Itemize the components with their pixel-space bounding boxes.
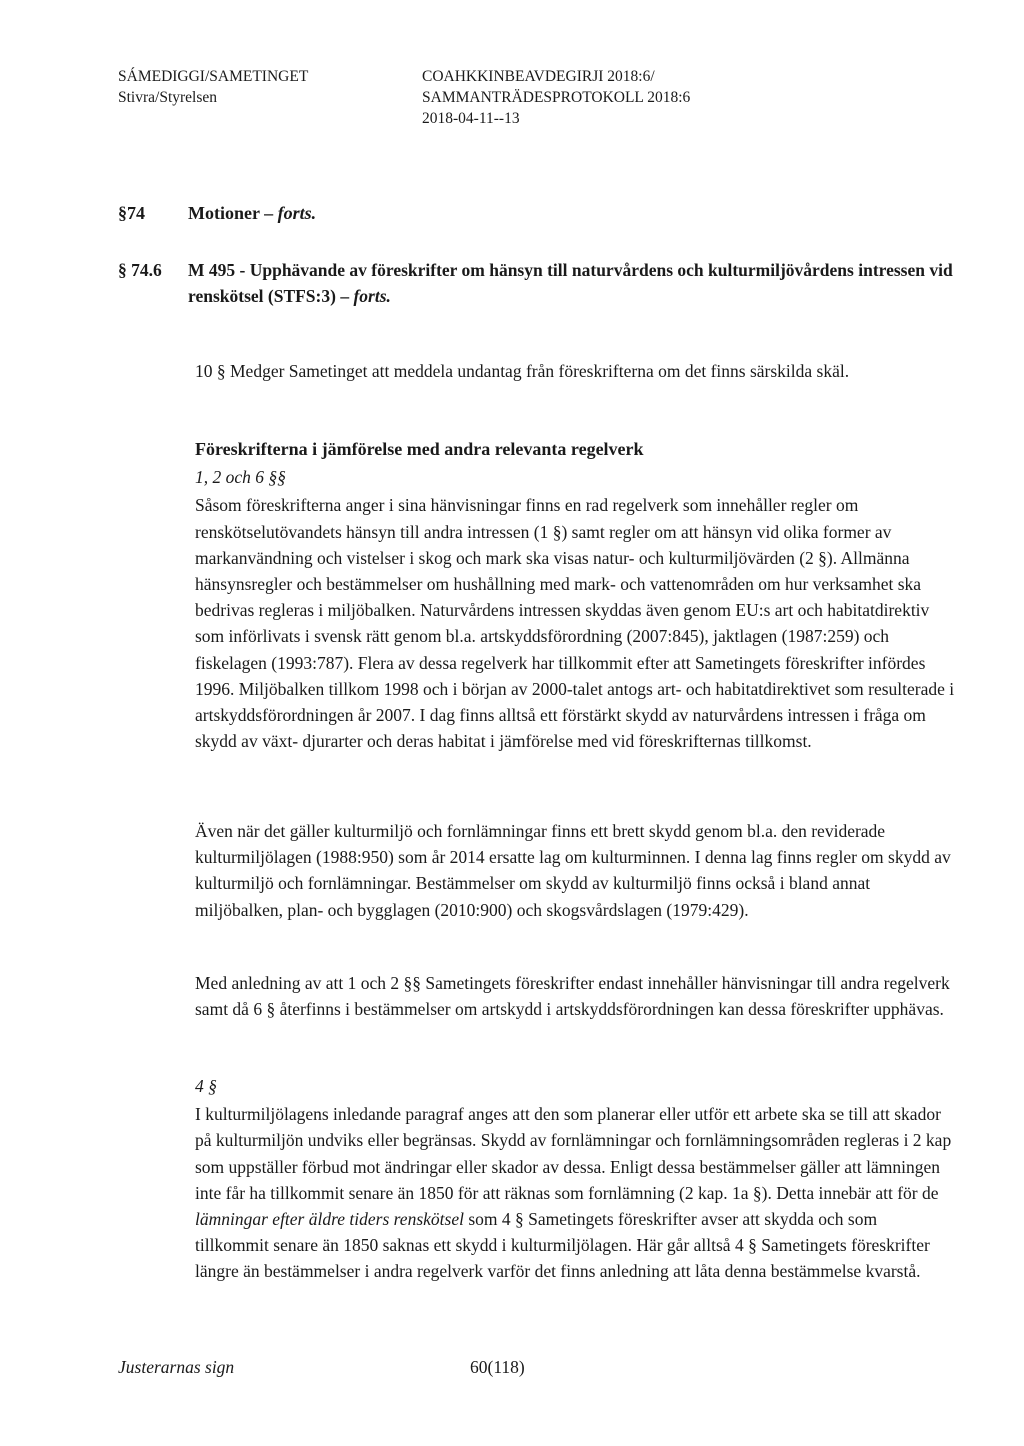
org-board: Stivra/Styrelsen: [118, 89, 218, 106]
comparison-block: [195, 436, 955, 754]
section-number: §74: [118, 203, 145, 223]
comparison-ref: 1, 2 och 6 §§: [195, 467, 286, 488]
comparison-paragraph-3: Med anledning av att 1 och 2 §§ Sametingets föreskrifter endast innehåller hänvisningar till andra regelverk samt då 6 § återfinns i bestämmelser om artskydd i artskyddsförordningen kan dessa föreskrifter upphävas.: [195, 973, 950, 1020]
section-title-forts: forts.: [277, 203, 317, 223]
subsection-heading: [118, 257, 968, 309]
section-4-text-part1: I kulturmiljölagens inledande paragraf anges att den som planerar eller utför ett arbete ska se till att skador på kulturmiljön undviks eller begränsas. Skydd av fornlämningar och fornlämningsområden regleras i 2 kap som uppställer förbud mot ändringar eller skador av dessa. Enligt dessa bestämmelser gäller att lämningen inte får ha tillkommit senare än 1850 för att räknas som fornlämning (2 kap. 1a §). Detta innebär att för de: [195, 1104, 952, 1203]
subsection-title-wrap: [188, 257, 968, 309]
section-4-paragraph: [195, 1101, 955, 1284]
section-heading: [118, 203, 316, 224]
paragraph-10-text: 10 § Medger Sametinget att meddela undantag från föreskrifterna om det finns särskilda skäl.: [195, 361, 850, 381]
doc-protocol-swedish: SAMMANTRÄDESPROTOKOLL 2018:6: [422, 89, 691, 106]
doc-date: 2018-04-11--13: [422, 110, 520, 127]
section-4-text-part2: som 4 § Sametingets föreskrifter avser att skydda och som tillkommit senare än 1850 saknas ett skydd i kulturmiljölagen. Här går alltså 4 § Sametingets föreskrifter längre än bestämmelser i andra regelverk varför det finns anledning att låta denna bestämmelse kvarstå.: [195, 1209, 930, 1282]
subsection-title: M 495 - Upphävande av föreskrifter om hänsyn till naturvårdens och kulturmiljövårdens intressen vid renskötsel (STFS:3) –: [188, 260, 953, 306]
comparison-paragraph-3-wrap: [195, 970, 955, 1022]
subsection-number: § 74.6: [118, 260, 162, 280]
comparison-paragraph-2: Även när det gäller kulturmiljö och fornlämningar finns ett brett skydd genom bl.a. den reviderade kulturmiljölagen (1988:950) som år 2014 ersatte lag om kulturminnen. I denna lag finns regler om skydd av kulturmiljö och fornlämningar. Bestämmelser om skydd av kulturmiljö finns också i bland annat miljöbalken, plan- och bygglagen (2010:900) och skogsvårdslagen (1979:429).: [195, 821, 951, 920]
doc-protocol-sami: COAHKKINBEAVDEGIRJI 2018:6/: [422, 68, 655, 85]
header-organization: [118, 66, 308, 108]
header-document-info: [422, 66, 690, 129]
comparison-heading: Föreskrifterna i jämförelse med andra relevanta regelverk: [195, 439, 644, 459]
section-4-block: [195, 1073, 955, 1285]
section-title: Motioner –: [188, 203, 278, 223]
paragraph-10: [195, 357, 955, 385]
comparison-paragraph-1: Såsom föreskrifterna anger i sina hänvisningar finns en rad regelverk som innehåller regler om renskötselutövandets hänsyn till andra intressen (1 §) samt regler om att hänsyn vid olika former av markanvändning och vistelser i skog och mark ska visas natur- och kulturmiljövärden (2 §). Allmänna hänsynsregler och bestämmelser om hushållning med mark- och vattenområden om hur verksamhet ska bedrivas regleras i miljöbalken. Naturvårdens intressen skyddas även genom EU:s art och habitatdirektiv som införlivats i svensk rätt genom bl.a. artskyddsförordning (2007:845), jaktlagen (1987:259) och fiskelagen (1993:787). Flera av dessa regelverk har tillkommit efter att Sametingets föreskrifter infördes 1996. Miljöbalken tillkom 1998 och i början av 2000-talet antogs art- och habitatdirektivet som resulterade i artskyddsförordningen år 2007. I dag finns alltså ett förstärkt skydd av naturvårdens intressen i fråga om skydd av växt- djurarter och deras habitat i jämförelse med vid föreskrifternas tillkomst.: [195, 495, 955, 752]
subsection-title-forts: forts.: [353, 286, 391, 306]
section-4-ref: 4 §: [195, 1076, 217, 1096]
org-name: SÁMEDIGGI/SAMETINGET: [118, 68, 309, 85]
footer-signature-label: Justerarnas sign: [118, 1357, 235, 1377]
section-4-text-italic: lämningar efter äldre tiders renskötsel: [195, 1209, 464, 1230]
footer-page-number: 60(118): [470, 1357, 525, 1377]
comparison-paragraph-2-wrap: [195, 818, 955, 923]
